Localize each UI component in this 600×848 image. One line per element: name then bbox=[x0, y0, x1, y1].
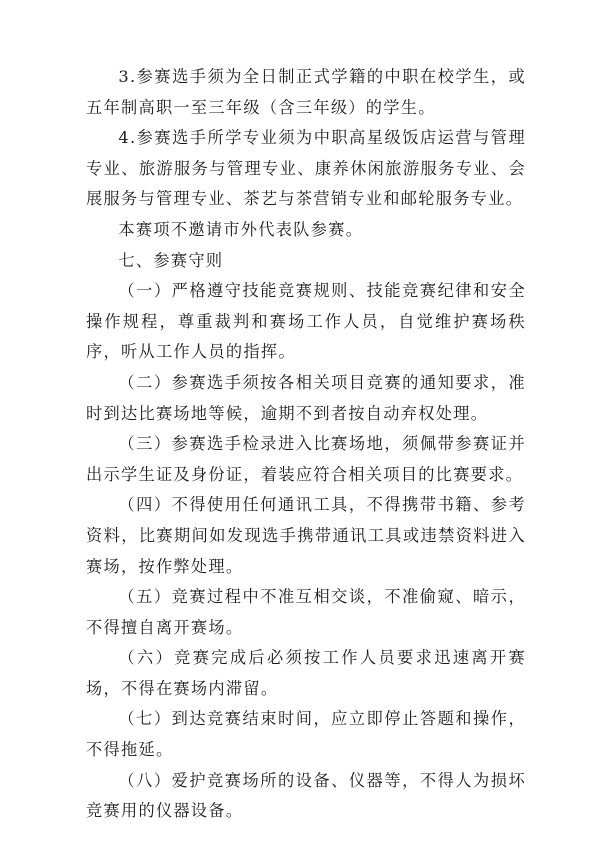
paragraph-rule-4: （四）不得使用任何通讯工具，不得携带书籍、参考资料，比赛期间如发现选手携带通讯工具或违禁资料进入赛场，按作弊处理。 bbox=[86, 495, 526, 576]
paragraph-no-external-teams: 本赛项不邀请市外代表队参赛。 bbox=[118, 219, 364, 239]
paragraph-rule-6: （六）竞赛完成后必须按工作人员要求迅速离开赛场，不得在赛场内滞留。 bbox=[86, 648, 526, 698]
paragraph-rule-8: （八）爱护竞赛场所的设备、仪器等，不得人为损坏竞赛用的仪器设备。 bbox=[86, 770, 526, 821]
paragraph-rule-5: （五）竞赛过程中不准互相交谈，不准偷窥、暗示，不得擅自离开赛场。 bbox=[86, 587, 526, 637]
paragraph-rule-1: （一）严格遵守技能竞赛规则、技能竞赛纪律和安全操作规程，尊重裁判和赛场工作人员，自觉维护赛场秩序，听从工作人员的指挥。 bbox=[86, 281, 526, 362]
paragraph-rule-3: （三）参赛选手检录进入比赛场地，须佩带参赛证并出示学生证及身份证，着装应符合相关项目的比赛要求。 bbox=[86, 434, 526, 484]
paragraph-eligibility-4: 4.参赛选手所学专业须为中职高星级饭店运营与管理专业、旅游服务与管理专业、康养休闲旅游服务专业、会展服务与管理专业、茶艺与茶营销专业和邮轮服务专业。 bbox=[86, 128, 526, 209]
paragraph-rule-2: （二）参赛选手须按各相关项目竞赛的通知要求，准时到达比赛场地等候，逾期不到者按自动弃权处理。 bbox=[86, 372, 526, 423]
paragraph-rule-7: （七）到达竞赛结束时间，应立即停止答题和操作，不得拖延。 bbox=[86, 709, 526, 760]
document-body bbox=[86, 62, 526, 827]
paragraph-eligibility-3: 3.参赛选手须为全日制正式学籍的中职在校学生，或五年制高职一至三年级（含三年级）的学生。 bbox=[86, 67, 526, 117]
section-heading-rules: 七、参赛守则 bbox=[118, 250, 224, 270]
